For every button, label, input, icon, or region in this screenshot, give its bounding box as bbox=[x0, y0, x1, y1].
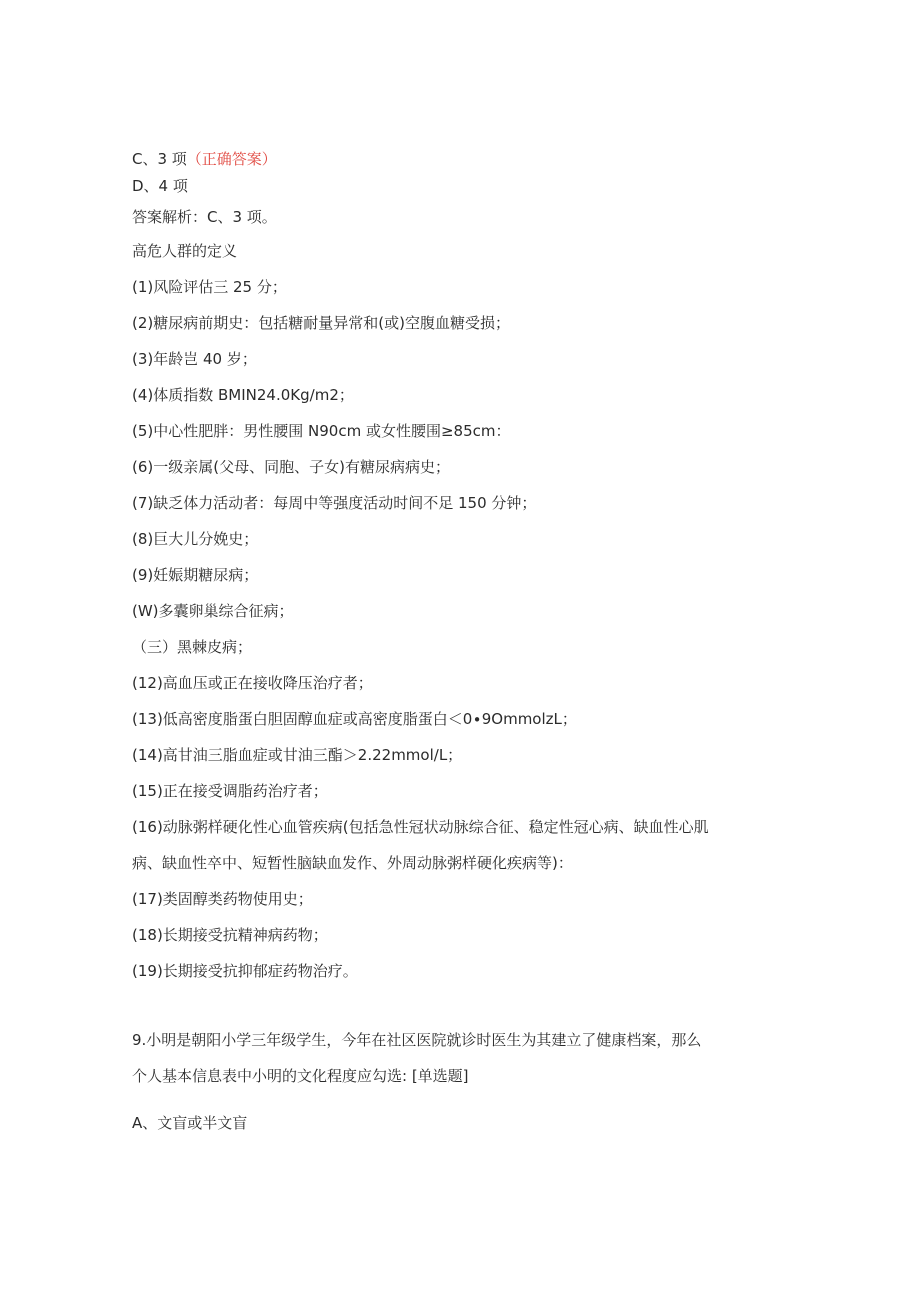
question-9-line2: 个人基本信息表中小明的文化程度应勾选: [单选题] bbox=[132, 1067, 469, 1085]
definition-item: (14)高甘油三脂血症或甘油三酯＞2.22mmol∕L； bbox=[132, 746, 463, 764]
definition-item: (13)低高密度脂蛋白胆固醇血症或高密度脂蛋白＜0∙9OmmolzL； bbox=[132, 710, 577, 728]
option-c bbox=[132, 149, 277, 169]
definition-item: (17)类固醇类药物使用史； bbox=[132, 890, 313, 908]
definition-item: (1)风险评估三 25 分； bbox=[132, 278, 287, 296]
definition-item: (12)高血压或正在接收降压治疗者； bbox=[132, 674, 373, 692]
option-d: D、4 项 bbox=[132, 177, 188, 195]
definition-item: (7)缺乏体力活动者：每周中等强度活动时间不足 150 分钟； bbox=[132, 494, 537, 512]
definition-item: （三）黑棘皮病； bbox=[132, 638, 253, 656]
definition-item: (5)中心性肥胖：男性腰围 N90cm 或女性腰围≥85cm： bbox=[132, 422, 511, 440]
definition-item: (16)动脉粥样硬化性心血管疾病(包括急性冠状动脉综合征、稳定性冠心病、缺血性心肌 bbox=[132, 818, 709, 836]
definition-item: (3)年龄岂 40 岁； bbox=[132, 350, 257, 368]
definition-item: (18)长期接受抗精神病药物； bbox=[132, 926, 328, 944]
definition-item: (W)多囊卵巢综合征病； bbox=[132, 602, 294, 620]
definition-item: (9)妊娠期糖尿病； bbox=[132, 566, 259, 584]
definition-item: (8)巨大儿分娩史； bbox=[132, 530, 259, 548]
definition-item: (19)长期接受抗抑郁症药物治疗。 bbox=[132, 962, 358, 980]
option-c-text: C、3 项 bbox=[132, 150, 187, 168]
definition-item: (2)糖尿病前期史：包括糖耐量异常和(或)空腹血糖受损； bbox=[132, 314, 510, 332]
definition-item: (6)一级亲属(父母、同胞、子女)有糖尿病病史； bbox=[132, 458, 450, 476]
answer-explanation: 答案解析：C、3 项。 bbox=[132, 208, 277, 226]
definition-heading: 高危人群的定义 bbox=[132, 242, 238, 260]
question-9-line1: 9.小明是朝阳小学三年级学生，今年在社区医院就诊时医生为其建立了健康档案，那么 bbox=[132, 1031, 702, 1049]
correct-answer-marker: （正确答案） bbox=[186, 150, 277, 168]
question-9-option-a: A、文盲或半文盲 bbox=[132, 1114, 248, 1132]
definition-item: 病、缺血性卒中、短暂性脑缺血发作、外周动脉粥样硬化疾病等)： bbox=[132, 854, 573, 872]
definition-item: (4)体质指数 BMIN24.0Kg∕m2； bbox=[132, 386, 354, 404]
definition-item: (15)正在接受调脂药治疗者； bbox=[132, 782, 328, 800]
